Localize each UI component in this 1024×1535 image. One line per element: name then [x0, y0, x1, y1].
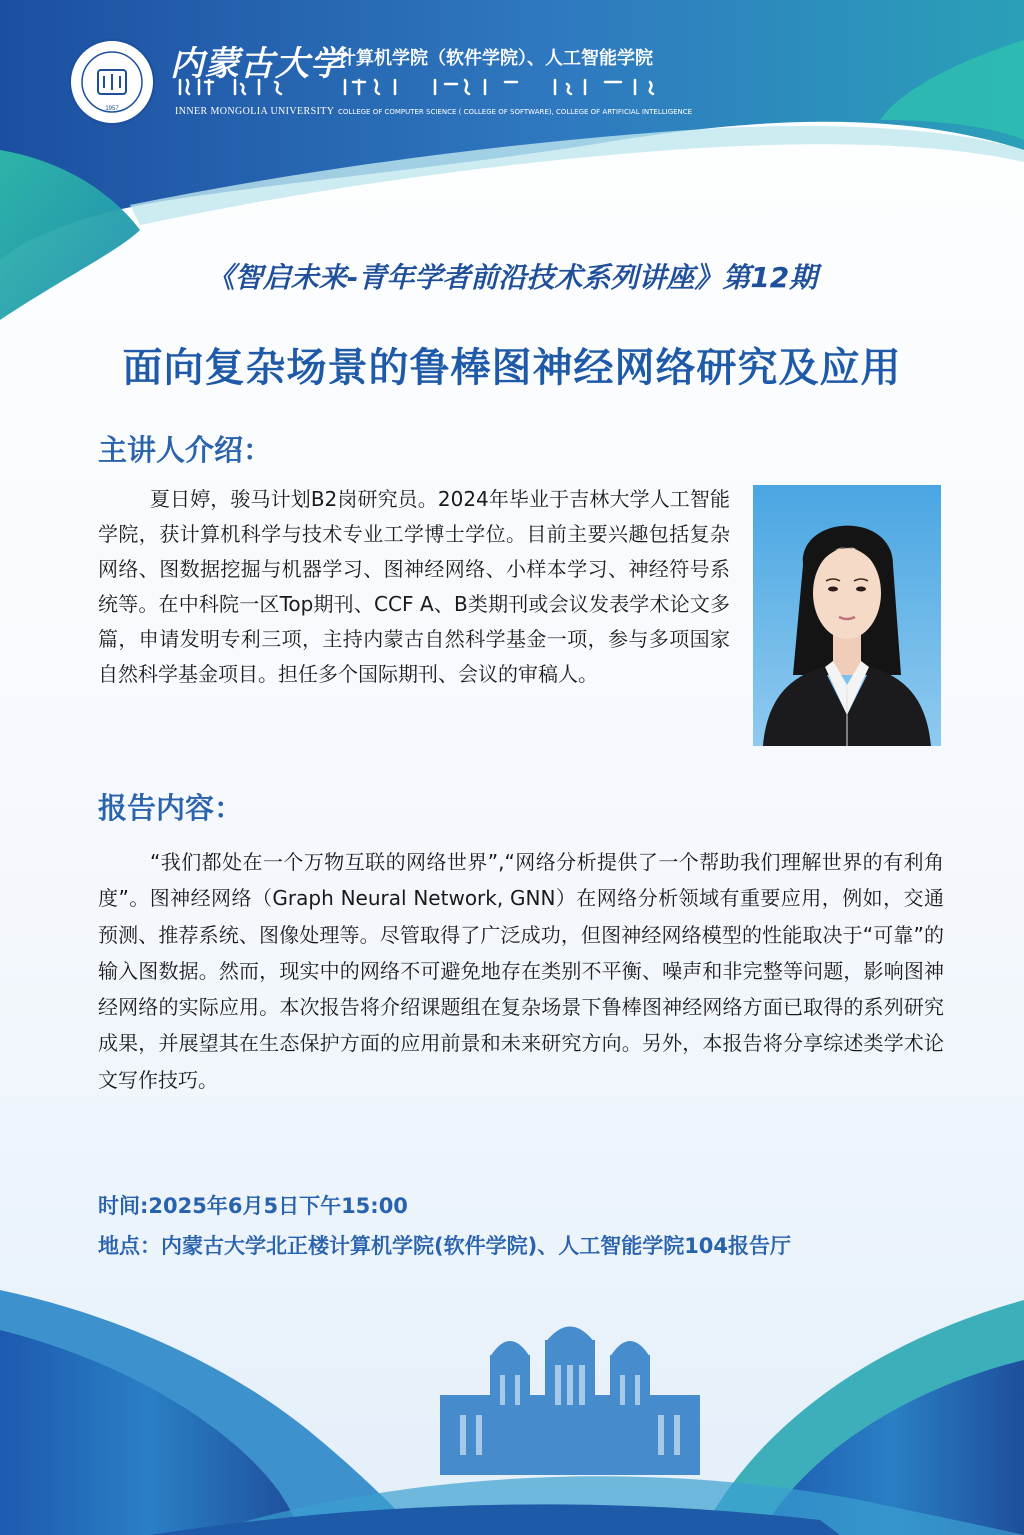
series-title: 《智启未来-青年学者前沿技术系列讲座》第12期 — [206, 261, 818, 294]
report-heading: 报告内容： — [98, 791, 244, 825]
building-illustration — [420, 1315, 720, 1475]
mongolian-script-mark — [175, 76, 665, 98]
university-name-cn: 内蒙古大学 — [170, 44, 345, 84]
lecture-title: 面向复杂场景的鲁棒图神经网络研究及应用 — [122, 345, 902, 391]
speaker-heading: 主讲人介绍： — [98, 433, 273, 467]
university-seal-logo — [68, 38, 156, 126]
university-name-en: INNER MONGOLIA UNIVERSITY — [175, 106, 335, 117]
svg-text:1957: 1957 — [105, 106, 119, 112]
event-time: 时间:2025年6月5日下午15:00 — [98, 1194, 408, 1218]
speaker-photo — [753, 485, 941, 746]
college-name-cn: 计算机学院（软件学院）、人工智能学院 — [338, 48, 653, 69]
speaker-bio: 夏日婷，骏马计划B2岗研究员。2024年毕业于吉林大学人工智能学院，获计算机科学与技术专业工学博士学位。目前主要兴趣包括复杂网络、图数据挖掘与机器学习、图神经网络、小样本学习、神经符号系统等。在中科院一区Top期刊、CCF A、B类期刊或会议发表学术论文多篇，申请发明专利三项，主持内蒙古自然科学基金一项，参与多项国家自然科学基金项目。担任多个国际期刊、会议的审稿人。 — [98, 487, 730, 686]
report-abstract: “我们都处在一个万物互联的网络世界”,“网络分析提供了一个帮助我们理解世界的有利角度”。图神经网络（Graph Neural Network, GNN）在网络分析领域有重要应用，例如，交通预测、推荐系统、图像处理等。尽管取得了广泛成功，但图神经网络模型的性能取决于“可靠”的输入图数据。然而，现实中的网络不可避免地存在类别不平衡、噪声和非完整等问题，影响图神经网络的实际应用。本次报告将介绍课题组在复杂场景下鲁棒图神经网络方面已取得的系列研究成果，并展望其在生态保护方面的应用前景和未来研究方向。另外，本报告将分享综述类学术论文写作技巧。 — [98, 850, 944, 1092]
college-name-en: COLLEGE OF COMPUTER SCIENCE ( COLLEGE OF SOFTWARE), COLLEGE OF ARTIFICIAL INTELLIGENCE — [338, 108, 693, 116]
event-location: 地点：内蒙古大学北正楼计算机学院(软件学院)、人工智能学院104报告厅 — [98, 1234, 792, 1258]
